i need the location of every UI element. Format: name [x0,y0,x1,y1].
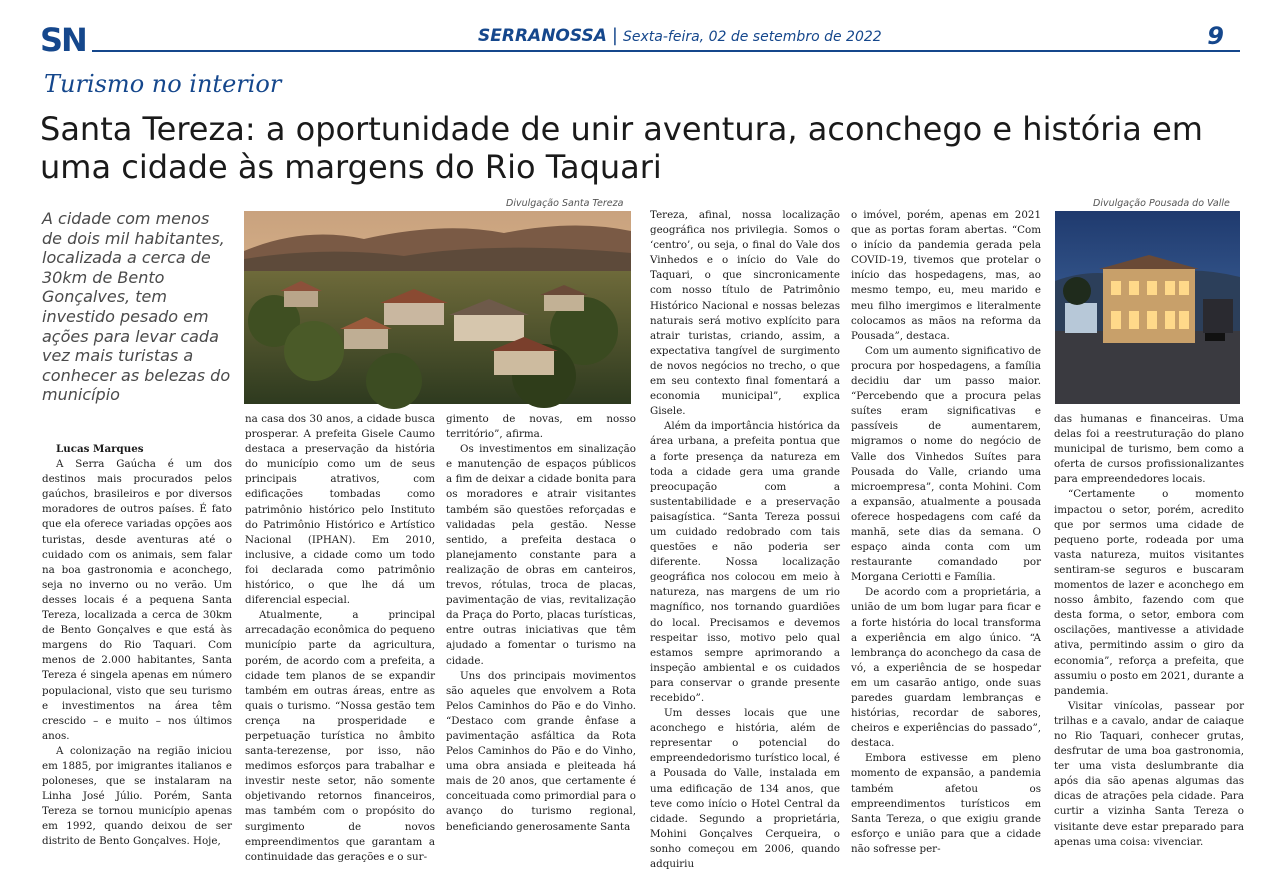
paragraph: Um desses locais que une aconchego e história, além de representar o potencial do empreendedorismo turístico local, é a Pousada do Valle, instalada em uma edificação de 134 anos, que teve como início o Hotel Central da cidade. Segundo a proprietária, Mohini Gonçalves Cerqueira, o sonho começou em 2006, quando adquiriu [650,707,840,871]
paragraph: De acordo com a proprietária, a união de um bom lugar para ficar e a forte história do local transforma a experiência em algo único. “A lembrança do aconchego da casa de vó, a experiência de se hospedar em um casarão antigo, onde suas paredes guardam lembranças e histórias, recordar de sabores, cheiros e experiências do passado”, destaca. [851,586,1041,750]
newspaper-logo: SN [40,21,86,59]
town-aerial-photo [244,211,631,404]
body-column-2 [245,412,435,863]
publication-date: Sexta-feira, 02 de setembro de 2022 [623,29,882,45]
body-column-6 [1054,412,1244,854]
paragraph: das humanas e financeiras. Uma delas foi a reestruturação do plano municipal de turismo, bem como a oferta de cursos profissionalizantes para empreendedores locais. [1054,413,1244,486]
body-column-3 [446,412,636,854]
paragraph: A Serra Gaúcha é um dos destinos mais procurados pelos gaúchos, brasileiros e por diversos moradores de outros países. É fato que ela oferece variadas opções aos turistas, desde aventuras até o cuidado com os animais, sem falar na boa gastronomia e aconchego, seja no inverno ou no verão. Um desses locais é a pequena Santa Tereza, localizada a cerca de 30km de Bento Gonçalves e que está às margens do Rio Taquari. Com menos de 2.000 habitantes, Santa Tereza é singela apenas em número populacional, visto que seu turismo e investimentos na área têm crescido – e muito – nos últimos anos. [42,458,232,742]
paragraph: na casa dos 30 anos, a cidade busca prosperar. A prefeita Gisele Caumo destaca a preservação da história do município como um de seus principais atrativos, com edificações tombadas como patrimônio histórico pelo Instituto do Patrimônio Histórico e Artístico Nacional (IPHAN). Em 2010, inclusive, a cidade como um todo foi declarada como patrimônio histórico, o que lhe dá um diferencial especial. [245,413,435,607]
byline: Lucas Marques [56,443,144,455]
paragraph: Embora estivesse em pleno momento de expansão, a pandemia também afetou os empreendimentos turísticos em Santa Tereza, o que exigiu grande esforço e união para que a cidade não sofresse per- [851,752,1041,855]
header-masthead [478,26,882,47]
article-lead: A cidade com menos de dois mil habitantes, localizada a cerca de 30km de Bento Gonçalves, tem investido pesado em ações para levar cada vez mais turistas a conhecer as belezas do município [42,209,231,405]
paragraph: Os investimentos em sinalização e manutenção de espaços públicos a fim de deixar a cidade bonita para os moradores e atrair visitantes também são questões reforçadas e validadas pela gestão. Nesse sentido, a prefeita destaca o planejamento constante para a realização de obras em canteiros, trevos, rótulas, troca de placas, pavimentação de vias, revitalização da Praça do Porto, placas turísticas, entre outras iniciativas que têm ajudado a fomentar o turismo na cidade. [446,443,636,667]
page-number: 9 [1207,22,1224,50]
photo1-credit: Divulgação Santa Tereza [506,198,624,209]
paragraph: Tereza, afinal, nossa localização geográfica nos privilegia. Somos o ‘centro’, ou seja, o final do Vale dos Vinhedos e o início do Vale do Taquari, o que sincronicamente com nosso título de Patrimônio Histórico Nacional e nossas belezas naturais será motivo explícito para atrair turistas, criando, assim, a expectativa tangível de surgimento de novos negócios no trecho, o que em seu contexto final fomentará a economia municipal”, explica Gisele. [650,209,840,418]
paragraph: Atualmente, a principal arrecadação econômica do pequeno município parte da agricultura, porém, de acordo com a prefeita, a cidade tem planos de se expandir também em outras áreas, entre as quais o turismo. “Nossa gestão tem crença na prosperidade e perpetuação turística no âmbito santa-terezense, por isso, não medimos esforços para trabalhar e investir neste setor, não somente objetivando retornos financeiros, mas também com o propósito do surgimento de novos empreendimentos que garantam a continuidade das gerações e o sur- [245,609,435,863]
photo2-credit: Divulgação Pousada do Valle [1093,198,1230,209]
article-headline: Santa Tereza: a oportunidade de unir aventura, aconchego e história em uma cidade às margens do Rio Taquari [40,110,1203,186]
paragraph: o imóvel, porém, apenas em 2021 que as portas foram abertas. “Com o início da pandemia gerada pela COVID-19, tivemos que protelar o início das hospedagens, mas, ao mesmo tempo, eu, meu marido e meu filho imergimos e literalmente colocamos as mãos na reforma da Pousada”, destaca. [851,209,1041,342]
paragraph: Com um aumento significativo de procura por hospedagens, a família decidiu dar um passo maior. “Percebendo que a procura pelas suítes eram significativas e passíveis de aumentarem, migramos o nome do negócio de Valle dos Vinhedos Suítes para Pousada do Valle, criando uma microempresa”, conta Mohini. Com a expansão, atualmente a pousada oferece hospedagens com café da manhã, sete dias da semana. O espaço ainda conta com um restaurante comandado por Morgana Ceriotti e Família. [851,344,1041,584]
paragraph: gimento de novas, em nosso território”, afirma. [446,413,636,441]
header-rule [92,50,1240,52]
pousada-image [1055,211,1240,404]
paragraph: Visitar vinícolas, passear por trilhas e a cavalo, andar de caiaque no Rio Taquari, conhecer grutas, desfrutar de uma boa gastronomia, ter uma vista deslumbrante dia após dia são apenas algumas das dicas de atrações pela cidade. Para curtir a vizinha Santa Tereza o visitante deve estar preparado para apenas uma coisa: vivenciar. [1054,699,1244,848]
header-separator: | [611,25,618,46]
paragraph: Além da importância histórica da área urbana, a prefeita pontua que a forte presença da natureza em toda a cidade gera uma grande preocupação com a sustentabilidade e a preservação paisagística. “Santa Tereza possui um cuidado redobrado com tais questões e não poderia ser diferente. Nossa localização geográfica nos colocou em meio à natureza, nas margens de um rio magnífico, nos tornando guardiões do local. Precisamos e devemos respeitar isso, motivo pelo qual estamos sempre aprimorando a inspeção ambiental e os cuidados para conservar o grande presente recebido”. [650,420,840,704]
body-column-4 [650,208,840,871]
town-aerial-image [244,211,631,404]
publication-name: SERRANOSSA [478,26,607,46]
body-column-5 [851,208,1041,854]
body-column-1 [42,442,232,854]
paragraph: A colonização na região iniciou em 1885, por imigrantes italianos e poloneses, que se instalaram na Linha José Júlio. Porém, Santa Tereza se tornou município apenas em 1992, quando deixou de ser distrito de Bento Gonçalves. Hoje, [42,744,232,848]
pousada-photo [1055,211,1240,404]
paragraph: “Certamente o momento impactou o setor, porém, acredito que por sermos uma cidade de pequeno porte, rodeada por uma vasta natureza, muitos visitantes sentiram-se seguros e buscaram momentos de lazer e aconchego em nosso âmbito, fazendo com que desta forma, o setor, embora com oscilações, mantivesse a atividade ativa, permitindo assim o giro da economia”, reforça a prefeita, que assumiu o posto em 2021, durante a pandemia. [1054,488,1244,697]
paragraph: Uns dos principais movimentos são aqueles que envolvem a Rota Pelos Caminhos do Pão e do Vinho. “Destaco com grande ênfase a pavimentação asfáltica da Rota Pelos Caminhos do Pão e do Vinho, uma obra ansiada e pleiteada há mais de 20 anos, que certamente é conceituada como primordial para o avanço do turismo regional, beneficiando generosamente Santa [446,669,636,833]
section-label: Turismo no interior [44,70,282,98]
